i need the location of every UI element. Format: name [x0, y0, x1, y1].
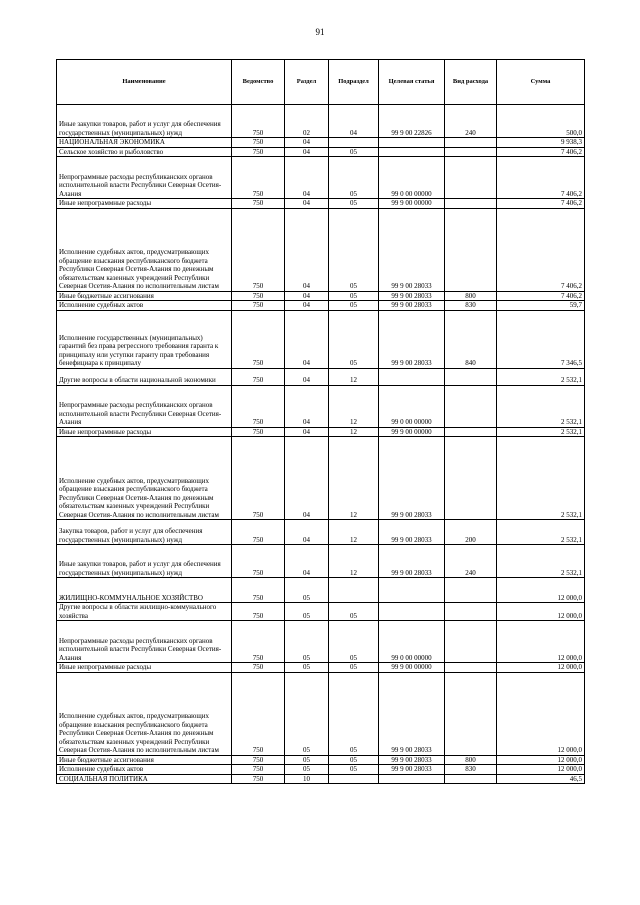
- row-vedomstvo: 750: [232, 520, 285, 545]
- row-vid-raskhoda: [445, 199, 497, 209]
- table-row: [57, 437, 585, 520]
- table-row: [57, 138, 585, 148]
- row-vid-raskhoda: [445, 427, 497, 437]
- row-vedomstvo: 750: [232, 199, 285, 209]
- row-podrazdel: 12: [329, 545, 379, 578]
- row-tselevaya-statya: 99 9 00 28033: [379, 765, 445, 775]
- row-podrazdel: 05: [329, 765, 379, 775]
- row-tselevaya-statya: [379, 774, 445, 784]
- row-razdel: 05: [285, 603, 329, 621]
- row-name: Иные непрограммные расходы: [57, 199, 232, 209]
- row-tselevaya-statya: [379, 368, 445, 385]
- row-summa: 12 000,0: [497, 578, 585, 603]
- row-tselevaya-statya: 99 9 00 00000: [379, 663, 445, 673]
- table-row: [57, 368, 585, 385]
- row-tselevaya-statya: 99 9 00 00000: [379, 427, 445, 437]
- row-podrazdel: 05: [329, 147, 379, 157]
- row-vedomstvo: 750: [232, 208, 285, 291]
- table-row: [57, 578, 585, 603]
- row-vid-raskhoda: [445, 578, 497, 603]
- row-name: Иные бюджетные ассигнования: [57, 755, 232, 765]
- row-vid-raskhoda: [445, 157, 497, 199]
- row-tselevaya-statya: [379, 578, 445, 603]
- row-razdel: 05: [285, 663, 329, 673]
- row-vid-raskhoda: [445, 385, 497, 427]
- row-name: Другие вопросы в области жилищно-коммунального хозяйства: [57, 603, 232, 621]
- row-summa: 7 346,5: [497, 310, 585, 368]
- column-header: Подраздел: [329, 60, 379, 105]
- column-header: Раздел: [285, 60, 329, 105]
- table-row: [57, 310, 585, 368]
- row-razdel: 05: [285, 755, 329, 765]
- row-podrazdel: 12: [329, 437, 379, 520]
- row-tselevaya-statya: 99 9 00 28033: [379, 672, 445, 755]
- row-name: НАЦИОНАЛЬНАЯ ЭКОНОМИКА: [57, 138, 232, 148]
- row-name: Иные бюджетные ассигнования: [57, 291, 232, 301]
- row-tselevaya-statya: [379, 603, 445, 621]
- row-tselevaya-statya: 99 0 00 00000: [379, 157, 445, 199]
- row-razdel: 04: [285, 199, 329, 209]
- row-vedomstvo: 750: [232, 385, 285, 427]
- row-podrazdel: 12: [329, 385, 379, 427]
- row-tselevaya-statya: 99 9 00 00000: [379, 199, 445, 209]
- row-name: Непрограммные расходы республиканских органов исполнительной власти Республики Северная Осетия-Алания: [57, 621, 232, 663]
- row-vid-raskhoda: [445, 208, 497, 291]
- column-header: Целевая статья: [379, 60, 445, 105]
- row-vid-raskhoda: 240: [445, 545, 497, 578]
- row-podrazdel: 05: [329, 663, 379, 673]
- row-name: Иные непрограммные расходы: [57, 427, 232, 437]
- row-vid-raskhoda: [445, 437, 497, 520]
- row-summa: 500,0: [497, 105, 585, 138]
- row-vedomstvo: 750: [232, 291, 285, 301]
- row-name: Исполнение судебных актов: [57, 301, 232, 311]
- row-summa: 12 000,0: [497, 765, 585, 775]
- row-name: Закупка товаров, работ и услуг для обеспечения государственных (муниципальных) нужд: [57, 520, 232, 545]
- row-razdel: 05: [285, 765, 329, 775]
- row-podrazdel: 05: [329, 157, 379, 199]
- table-row: [57, 621, 585, 663]
- table-row: [57, 208, 585, 291]
- row-vedomstvo: 750: [232, 147, 285, 157]
- column-header: Наименование: [57, 60, 232, 105]
- row-razdel: 04: [285, 291, 329, 301]
- row-podrazdel: 04: [329, 105, 379, 138]
- row-vedomstvo: 750: [232, 765, 285, 775]
- row-summa: 9 938,3: [497, 138, 585, 148]
- row-vedomstvo: 750: [232, 138, 285, 148]
- row-name: Исполнение судебных актов: [57, 765, 232, 775]
- column-header: Ведомство: [232, 60, 285, 105]
- row-name: Непрограммные расходы республиканских органов исполнительной власти Республики Северная Осетия-Алания: [57, 157, 232, 199]
- row-tselevaya-statya: 99 0 00 00000: [379, 385, 445, 427]
- row-tselevaya-statya: 99 9 00 28033: [379, 301, 445, 311]
- row-razdel: 04: [285, 310, 329, 368]
- row-vedomstvo: 750: [232, 578, 285, 603]
- row-summa: 59,7: [497, 301, 585, 311]
- row-summa: 7 406,2: [497, 208, 585, 291]
- row-vedomstvo: 750: [232, 545, 285, 578]
- row-razdel: 04: [285, 157, 329, 199]
- column-header: Сумма: [497, 60, 585, 105]
- row-podrazdel: [329, 138, 379, 148]
- row-vedomstvo: 750: [232, 755, 285, 765]
- row-name: Непрограммные расходы республиканских органов исполнительной власти Республики Северная Осетия-Алания: [57, 385, 232, 427]
- row-vid-raskhoda: 830: [445, 301, 497, 311]
- row-razdel: 04: [285, 138, 329, 148]
- row-tselevaya-statya: 99 9 00 22826: [379, 105, 445, 138]
- row-tselevaya-statya: 99 9 00 28033: [379, 437, 445, 520]
- row-vedomstvo: 750: [232, 157, 285, 199]
- row-podrazdel: 05: [329, 310, 379, 368]
- table-row: [57, 603, 585, 621]
- row-vid-raskhoda: [445, 774, 497, 784]
- row-podrazdel: 12: [329, 368, 379, 385]
- row-summa: 2 532,1: [497, 368, 585, 385]
- page-number: 91: [315, 27, 325, 37]
- row-vid-raskhoda: 240: [445, 105, 497, 138]
- row-summa: 2 532,1: [497, 427, 585, 437]
- row-vedomstvo: 750: [232, 301, 285, 311]
- row-name: Исполнение судебных актов, предусматривающих обращение взыскания республиканского бюджета Республики Северная Осетия-Алания по денежным обязательствам казенных учреждений Республики Северная Осетия-Алания по исполнительным листам: [57, 208, 232, 291]
- row-name: Исполнение государственных (муниципальных) гарантий без права регрессного требования гаранта к принципалу или уступки гаранту прав требования бенефициара к принципалу: [57, 310, 232, 368]
- row-podrazdel: 05: [329, 672, 379, 755]
- row-name: ЖИЛИЩНО-КОММУНАЛЬНОЕ ХОЗЯЙСТВО: [57, 578, 232, 603]
- row-razdel: 05: [285, 578, 329, 603]
- row-vedomstvo: 750: [232, 105, 285, 138]
- row-vid-raskhoda: 800: [445, 291, 497, 301]
- row-vid-raskhoda: [445, 147, 497, 157]
- row-summa: 46,5: [497, 774, 585, 784]
- column-header: Вид расхода: [445, 60, 497, 105]
- row-tselevaya-statya: 99 9 00 28033: [379, 310, 445, 368]
- row-tselevaya-statya: [379, 147, 445, 157]
- row-name: Исполнение судебных актов, предусматривающих обращение взыскания республиканского бюджета Республики Северная Осетия-Алания по денежным обязательствам казенных учреждений Республики Северная Осетия-Алания по исполнительным листам: [57, 672, 232, 755]
- row-vid-raskhoda: [445, 621, 497, 663]
- row-razdel: 04: [285, 368, 329, 385]
- row-podrazdel: 05: [329, 603, 379, 621]
- row-podrazdel: [329, 578, 379, 603]
- row-vid-raskhoda: [445, 663, 497, 673]
- row-tselevaya-statya: 99 9 00 28033: [379, 520, 445, 545]
- row-podrazdel: 05: [329, 208, 379, 291]
- row-tselevaya-statya: 99 9 00 28033: [379, 291, 445, 301]
- row-razdel: 04: [285, 427, 329, 437]
- row-razdel: 04: [285, 437, 329, 520]
- row-vedomstvo: 750: [232, 368, 285, 385]
- row-summa: 2 532,1: [497, 437, 585, 520]
- budget-table: [56, 59, 585, 784]
- row-vedomstvo: 750: [232, 672, 285, 755]
- row-name: Сельское хозяйство и рыболовство: [57, 147, 232, 157]
- row-podrazdel: [329, 774, 379, 784]
- row-tselevaya-statya: 99 9 00 28033: [379, 545, 445, 578]
- table-row: [57, 385, 585, 427]
- row-summa: 12 000,0: [497, 603, 585, 621]
- row-vid-raskhoda: [445, 603, 497, 621]
- row-podrazdel: 05: [329, 621, 379, 663]
- row-razdel: 04: [285, 520, 329, 545]
- row-vedomstvo: 750: [232, 621, 285, 663]
- row-vid-raskhoda: [445, 138, 497, 148]
- row-name: Иные непрограммные расходы: [57, 663, 232, 673]
- row-summa: 12 000,0: [497, 663, 585, 673]
- row-podrazdel: 05: [329, 199, 379, 209]
- row-name: Исполнение судебных актов, предусматривающих обращение взыскания республиканского бюджета Республики Северная Осетия-Алания по денежным обязательствам казенных учреждений Республики Северная Осетия-Алания по исполнительным листам: [57, 437, 232, 520]
- table-row: [57, 545, 585, 578]
- row-podrazdel: 12: [329, 520, 379, 545]
- row-tselevaya-statya: 99 9 00 28033: [379, 755, 445, 765]
- row-vid-raskhoda: [445, 368, 497, 385]
- row-summa: 7 406,2: [497, 157, 585, 199]
- row-summa: 12 000,0: [497, 621, 585, 663]
- row-summa: 7 406,2: [497, 291, 585, 301]
- row-name: Иные закупки товаров, работ и услуг для обеспечения государственных (муниципальных) нужд: [57, 105, 232, 138]
- row-name: Иные закупки товаров, работ и услуг для обеспечения государственных (муниципальных) нужд: [57, 545, 232, 578]
- row-vedomstvo: 750: [232, 437, 285, 520]
- row-tselevaya-statya: [379, 138, 445, 148]
- row-tselevaya-statya: 99 9 00 28033: [379, 208, 445, 291]
- row-razdel: 04: [285, 208, 329, 291]
- row-vid-raskhoda: 200: [445, 520, 497, 545]
- row-razdel: 04: [285, 147, 329, 157]
- row-razdel: 05: [285, 672, 329, 755]
- row-razdel: 02: [285, 105, 329, 138]
- row-tselevaya-statya: 99 0 00 00000: [379, 621, 445, 663]
- row-razdel: 04: [285, 385, 329, 427]
- row-podrazdel: 05: [329, 755, 379, 765]
- table-row: [57, 157, 585, 199]
- row-razdel: 10: [285, 774, 329, 784]
- table-body: [57, 105, 585, 784]
- table-row: [57, 520, 585, 545]
- table-row: [57, 672, 585, 755]
- row-vedomstvo: 750: [232, 774, 285, 784]
- table-row: [57, 199, 585, 209]
- row-name: СОЦИАЛЬНАЯ ПОЛИТИКА: [57, 774, 232, 784]
- row-summa: 12 000,0: [497, 755, 585, 765]
- table-row: [57, 301, 585, 311]
- table-row: [57, 663, 585, 673]
- row-vid-raskhoda: [445, 672, 497, 755]
- row-summa: 7 406,2: [497, 147, 585, 157]
- row-razdel: 04: [285, 301, 329, 311]
- row-vid-raskhoda: 840: [445, 310, 497, 368]
- row-vedomstvo: 750: [232, 427, 285, 437]
- table-row: [57, 291, 585, 301]
- table-row: [57, 765, 585, 775]
- table-row: [57, 774, 585, 784]
- row-vedomstvo: 750: [232, 663, 285, 673]
- row-podrazdel: 05: [329, 291, 379, 301]
- table-row: [57, 147, 585, 157]
- table-header-row: [57, 60, 585, 105]
- row-podrazdel: 05: [329, 301, 379, 311]
- row-podrazdel: 12: [329, 427, 379, 437]
- table-row: [57, 105, 585, 138]
- row-summa: 12 000,0: [497, 672, 585, 755]
- table-row: [57, 427, 585, 437]
- row-razdel: 04: [285, 545, 329, 578]
- row-vid-raskhoda: 830: [445, 765, 497, 775]
- row-vid-raskhoda: 800: [445, 755, 497, 765]
- row-vedomstvo: 750: [232, 310, 285, 368]
- row-vedomstvo: 750: [232, 603, 285, 621]
- row-name: Другие вопросы в области национальной экономики: [57, 368, 232, 385]
- row-razdel: 05: [285, 621, 329, 663]
- table-row: [57, 755, 585, 765]
- row-summa: 7 406,2: [497, 199, 585, 209]
- row-summa: 2 532,1: [497, 385, 585, 427]
- row-summa: 2 532,1: [497, 545, 585, 578]
- row-summa: 2 532,1: [497, 520, 585, 545]
